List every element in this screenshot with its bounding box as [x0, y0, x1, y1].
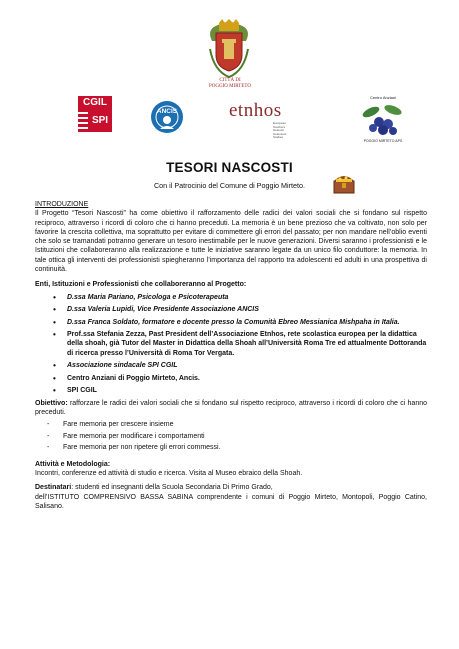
cgil-stripes-icon: [78, 110, 88, 132]
city-crest-icon: [204, 19, 254, 81]
etnhos-sub-line: European: [273, 121, 287, 125]
page-subtitle: Con il Patrocinio del Comune di Poggio Mirteto.: [153, 181, 305, 190]
intro-paragraph: Il Progetto “Tesori Nascosti” ha come obiettivo il rafforzamento delle radici dei valori sociali che si fondano sul rispetto reciproco, attraverso i ricordi di coloro che ci hanno preceduti. La memoria è un bene prezioso che va coltivato, non solo per favorire la crescita collettiva, ma soprattutto per evitare di commettere gli errori del passato; per non mandare nell’oblio eventi che solo se tramandati potranno generare un tesoro inestimabile per le nuove generazioni. Diversi saranno i professionisti e le Istituzioni che collaboreranno alla realizzazione e tutte le iniziative saranno legate da un unico filo conduttore: la memoria. In tale ottica gli interventi dei professionisti spiegheranno l’importanza del rapporto tra adolescenti ed adulti in una prospettiva di continuità.: [35, 210, 427, 274]
page-title: TESORI NASCOSTI: [166, 160, 293, 175]
objective-label: Obiettivo:: [35, 399, 68, 407]
etnhos-sub-line: Teachers: [273, 124, 286, 129]
list-item: • SPI CGIL: [67, 386, 427, 395]
list-item: • Centro Anziani di Poggio Mirteto, Ancis.: [67, 374, 427, 383]
treasure-chest-icon: [331, 171, 357, 197]
recipients-paragraph: [35, 483, 427, 492]
activities-text: Incontri, conferenze ed attività di studio e ricerca. Visita al Museo ebraico della Shoah.: [35, 470, 303, 477]
etnhos-sub-line: Network: [273, 128, 285, 133]
objective-text: rafforzare le radici dei valori sociali che si fondano sul rispetto reciproco, attraverso i ricordi di coloro che ci hanno preceduti.: [35, 399, 427, 416]
centro-anziani-title: Centro Anziani: [369, 95, 396, 100]
etnhos-subtitle: [273, 122, 301, 140]
etnhos-sub-line: Holocaust: [273, 131, 287, 136]
list-item: • D.ssa Maria Pariano, Psicologa e Psicoterapeuta: [67, 293, 427, 302]
centro-anziani-logo: [357, 95, 409, 143]
list-item: • Prof.ssa Stefania Zezza, Past President dell’Associazione Etnhos, rete scolastica europea per la didattica della shoah, già Tutor del Master in Didattica della Shoah all’Università Roma Tre ed attualmente Dottoranda di ricerca presso l’Università di Roma Tor Vergata.: [67, 330, 427, 358]
ancis-logo: [147, 99, 187, 135]
list-item: • Associazione sindacale SPI CGIL: [67, 361, 427, 370]
crest-caption: [180, 78, 280, 90]
etnhos-logo: [229, 100, 301, 146]
list-item: • D.ssa Valeria Lupidi, Vice Presidente Associazione ANCIS: [67, 305, 427, 314]
list-item: - Fare memoria per crescere insieme: [63, 420, 427, 429]
activities-label: [35, 460, 427, 469]
intro-heading: INTRODUZIONE: [35, 201, 89, 208]
activities-heading: Attività e Metodologia:: [35, 460, 111, 468]
partners-heading: Enti, Istituzioni e Professionisti che collaboreranno al Progetto:: [35, 281, 247, 289]
blueberry-branch-icon: [357, 100, 409, 138]
etnhos-logo-text: etnhos: [229, 100, 282, 121]
recipients-text-2: dell’ISTITUTO COMPRENSIVO BASSA SABINA comprendente i comuni di Poggio Mirteto, Montopoli, Poggio Catino, Salisano.: [35, 493, 427, 510]
list-item: - Fare memoria per non ripetere gli errori commessi.: [63, 443, 427, 452]
etnhos-sub-line: Studies: [273, 135, 284, 140]
centro-anziani-subtitle: POGGIO MIRTETO APS: [363, 139, 403, 143]
crest-caption-line2: POGGIO MIRTETO: [209, 84, 251, 89]
crest-caption-line1: CITTÀ DI: [219, 78, 241, 83]
spi-logo-text: SPI: [88, 110, 112, 132]
list-item: • D.ssa Franca Soldato, formatore e docente presso la Comunità Ebreo Messianica Mishpaha in Italia.: [67, 318, 427, 327]
cgil-logo-text: CGIL: [78, 96, 112, 110]
objective-list: [35, 420, 427, 452]
cgil-spi-logo: [78, 96, 112, 132]
ancis-logo-text: ANCIS: [156, 108, 178, 115]
objective-paragraph: [35, 399, 427, 418]
recipients-label: Destinatari: [35, 484, 72, 492]
document-body: [35, 200, 427, 511]
recipients-text: : studenti ed insegnanti della Scuola Secondaria Di Primo Grado,: [71, 484, 273, 492]
partners-list: [35, 293, 427, 396]
list-item: - Fare memoria per modificare i comportamenti: [63, 432, 427, 441]
